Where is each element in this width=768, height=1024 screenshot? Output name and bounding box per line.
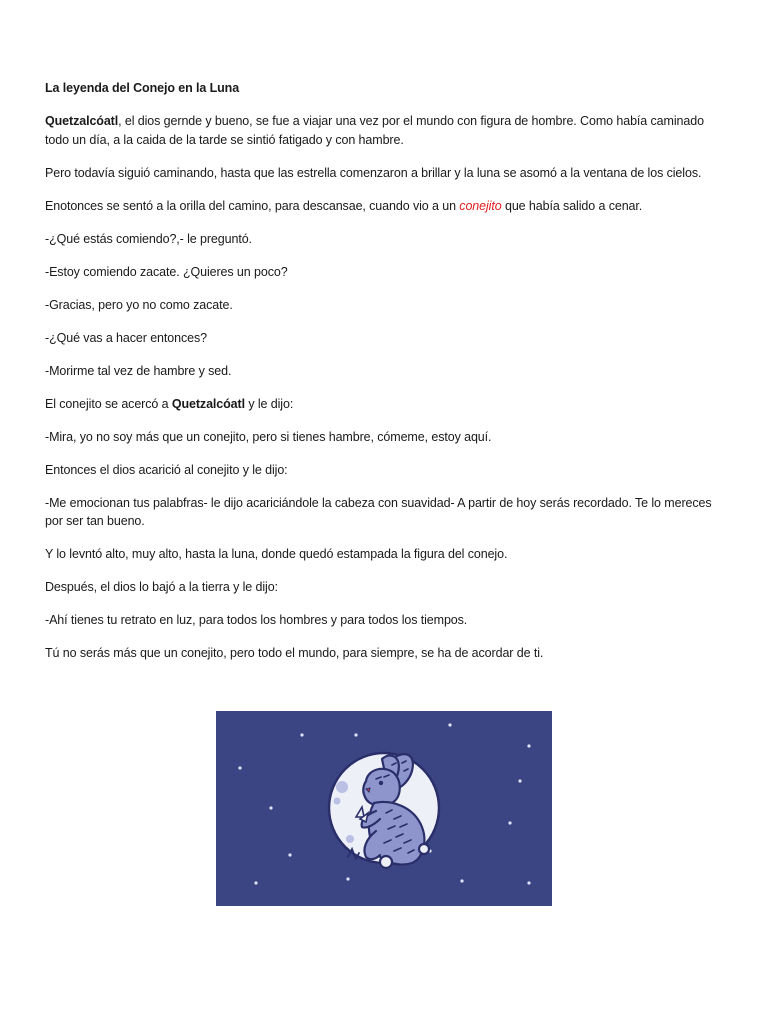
rabbit-moon-illustration [216,711,552,906]
paragraph: -Ahí tienes tu retrato en luz, para todos los hombres y para todos los tiempos. [45,613,468,627]
paragraph: -¿Qué vas a hacer entonces? [45,330,207,345]
paragraph-text: y le dijo: [244,396,294,411]
bold-name: Quetzalcóatl [45,114,119,128]
document-body [45,79,725,677]
paragraph: -Morirme tal vez de hambre y sed. [45,363,232,378]
rabbit-in-moon-icon [216,711,552,906]
rabbit-eye [379,781,383,785]
paragraph: Entonces el dios acarició al conejito y le dijo: [45,462,288,477]
page-title: La leyenda del Conejo en la Luna [45,81,240,95]
paragraph: Pero todavía siguió caminando, hasta que las estrella comenzaron a brillar y la luna se asomó a la ventana de los cielos. [45,165,702,180]
paragraph: -¿Qué estás comiendo?,- le preguntó. [45,231,252,246]
paragraph-text: Enotonces se sentó a la orilla del camino, para descansae, cuando vio a un [45,198,460,213]
paragraph [45,395,725,414]
paragraph [45,197,725,216]
bold-name: Quetzalcóatl [171,396,245,411]
paragraph: -Estoy comiendo zacate. ¿Quieres un poco? [45,264,288,279]
paragraph-text: El conejito se acercó a [45,396,172,411]
paragraph [45,112,725,149]
paragraph: Después, el dios lo bajó a la tierra y le dijo: [45,580,278,594]
paragraph-text: que había salido a cenar. [501,198,643,213]
paragraph-text: , el dios gernde y bueno, se fue a viajar una vez por el mundo con figura de hombre. Como había caminado todo un día, a la caida de la tarde se sintió fatigado y con hambre. [45,114,704,147]
paragraph: -Gracias, pero yo no como zacate. [45,297,233,312]
paragraph: -Me emocionan tus palabfras- le dijo acariciándole la cabeza con suavidad- A partir de hoy serás recordado. Te lo mereces por ser tan bueno. [45,495,712,528]
paragraph: Tú no serás más que un conejito, pero todo el mundo, para siempre, se ha de acordar de ti. [45,646,544,660]
paragraph: -Mira, yo no soy más que un conejito, pero si tienes hambre, cómeme, estoy aquí. [45,429,492,444]
conejito-link[interactable]: conejito [459,198,502,213]
paragraph: Y lo levntó alto, muy alto, hasta la luna, donde quedó estampada la figura del conejo. [45,547,508,561]
